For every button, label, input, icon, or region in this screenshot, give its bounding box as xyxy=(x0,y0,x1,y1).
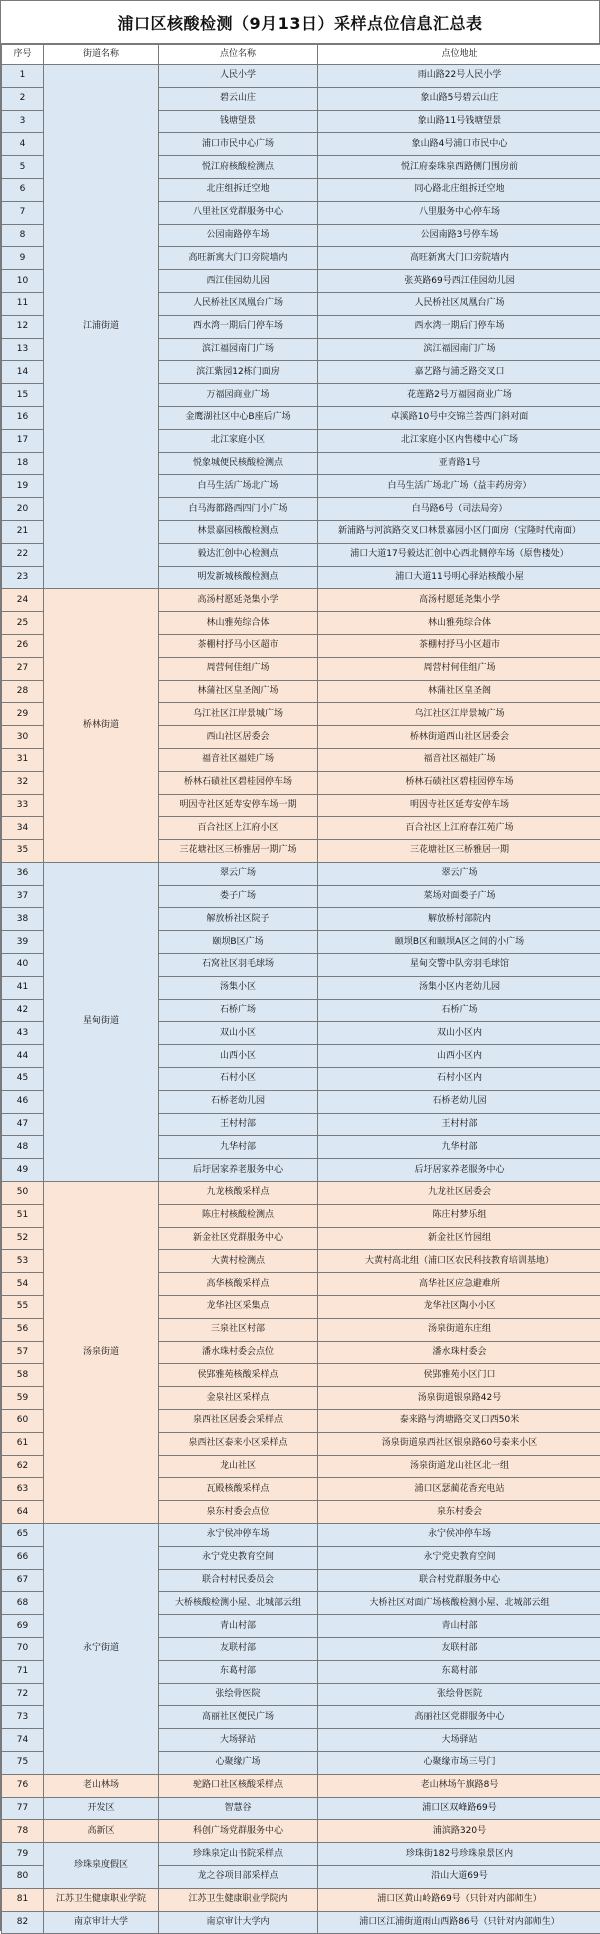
site-name-cell: 友联村部 xyxy=(159,1637,318,1660)
site-address-cell: 汤泉街道泉西社区银泉路60号泰来小区 xyxy=(318,1432,600,1455)
site-name-cell: 陈庄村核酸检测点 xyxy=(159,1204,318,1227)
sampling-sites-table xyxy=(1,44,600,1934)
site-address-cell: 汤泉街道东庄组 xyxy=(318,1318,600,1341)
serial-number-cell: 71 xyxy=(2,1660,44,1683)
serial-number-cell: 82 xyxy=(2,1911,44,1934)
site-name-cell: 林景嘉园核酸检测点 xyxy=(159,520,318,543)
site-address-cell: 象山路4号浦口市民中心 xyxy=(318,133,600,156)
street-name-cell: 老山林场 xyxy=(44,1774,159,1797)
site-name-cell: 滨江紫园12栋门面房 xyxy=(159,361,318,384)
serial-number-cell: 49 xyxy=(2,1159,44,1182)
site-name-cell: 南京审计大学内 xyxy=(159,1911,318,1934)
site-address-cell: 浦口大道11号明心驿站核酸小屋 xyxy=(318,566,600,589)
site-name-cell: 智慧谷 xyxy=(159,1797,318,1820)
site-name-cell: 泉西社区泰来小区采样点 xyxy=(159,1432,318,1455)
site-address-cell: 汤泉街道龙山社区北一组 xyxy=(318,1455,600,1478)
site-name-cell: 科创广场党群服务中心 xyxy=(159,1820,318,1843)
serial-number-cell: 63 xyxy=(2,1478,44,1501)
serial-number-cell: 57 xyxy=(2,1341,44,1364)
site-name-cell: 颐坝B区广场 xyxy=(159,931,318,954)
site-address-cell: 八里服务中心停车场 xyxy=(318,201,600,224)
site-name-cell: 王村村部 xyxy=(159,1113,318,1136)
serial-number-cell: 53 xyxy=(2,1250,44,1273)
table-row xyxy=(2,1182,600,1205)
serial-number-cell: 30 xyxy=(2,726,44,749)
street-name-cell: 江苏卫生健康职业学院 xyxy=(44,1888,159,1911)
table-body xyxy=(2,65,600,1934)
serial-number-cell: 39 xyxy=(2,931,44,954)
serial-number-cell: 29 xyxy=(2,703,44,726)
site-name-cell: 万福园商业广场 xyxy=(159,384,318,407)
site-name-cell: 百合社区上江府小区 xyxy=(159,817,318,840)
serial-number-cell: 54 xyxy=(2,1273,44,1296)
header-serial-number: 序号 xyxy=(2,45,44,65)
site-address-cell: 汤泉街道银泉路42号 xyxy=(318,1387,600,1410)
site-name-cell: 茶棚村抒马小区超市 xyxy=(159,634,318,657)
site-name-cell: 瓦殿核酸采样点 xyxy=(159,1478,318,1501)
site-address-cell: 桥林石碛社区碧桂园停车场 xyxy=(318,771,600,794)
site-address-cell: 滨江福园南门广场 xyxy=(318,338,600,361)
serial-number-cell: 20 xyxy=(2,498,44,521)
site-name-cell: 大黄村检测点 xyxy=(159,1250,318,1273)
serial-number-cell: 45 xyxy=(2,1068,44,1091)
site-address-cell: 大黄村高北组（浦口区农民科技教育培训基地） xyxy=(318,1250,600,1273)
site-name-cell: 人民桥社区凤凰台广场 xyxy=(159,292,318,315)
serial-number-cell: 4 xyxy=(2,133,44,156)
serial-number-cell: 60 xyxy=(2,1410,44,1433)
site-name-cell: 高旺新寓大门口旁院墙内 xyxy=(159,247,318,270)
site-address-cell: 山西小区内 xyxy=(318,1045,600,1068)
serial-number-cell: 59 xyxy=(2,1387,44,1410)
site-address-cell: 龙华社区陶小小区 xyxy=(318,1296,600,1319)
serial-number-cell: 12 xyxy=(2,315,44,338)
site-address-cell: 西水湾一期后门停车场 xyxy=(318,315,600,338)
serial-number-cell: 69 xyxy=(2,1615,44,1638)
serial-number-cell: 22 xyxy=(2,543,44,566)
site-address-cell: 联合村党群服务中心 xyxy=(318,1569,600,1592)
serial-number-cell: 7 xyxy=(2,201,44,224)
site-address-cell: 浦口区瑟蔺花香充电站 xyxy=(318,1478,600,1501)
site-address-cell: 三花塘社区三桥雅居一期 xyxy=(318,840,600,863)
serial-number-cell: 21 xyxy=(2,520,44,543)
site-name-cell: 解放桥社区院子 xyxy=(159,908,318,931)
site-address-cell: 雨山路22号人民小学 xyxy=(318,65,600,88)
site-address-cell: 象山路11号钱塘望景 xyxy=(318,110,600,133)
serial-number-cell: 68 xyxy=(2,1592,44,1615)
site-address-cell: 大场驿站 xyxy=(318,1729,600,1752)
serial-number-cell: 14 xyxy=(2,361,44,384)
serial-number-cell: 31 xyxy=(2,748,44,771)
serial-number-cell: 44 xyxy=(2,1045,44,1068)
site-name-cell: 公园南路停车场 xyxy=(159,224,318,247)
site-address-cell: 九龙社区居委会 xyxy=(318,1182,600,1205)
site-address-cell: 永宁侯冲停车场 xyxy=(318,1524,600,1547)
site-address-cell: 亚青路1号 xyxy=(318,452,600,475)
site-address-cell: 明因寺社区延寿安停车场 xyxy=(318,794,600,817)
site-name-cell: 联合村村民委员会 xyxy=(159,1569,318,1592)
site-address-cell: 潘水珠村委会 xyxy=(318,1341,600,1364)
street-name-cell: 江浦街道 xyxy=(44,65,159,589)
serial-number-cell: 48 xyxy=(2,1136,44,1159)
street-name-cell: 星甸街道 xyxy=(44,862,159,1181)
site-name-cell: 林蒲社区皇圣阁广场 xyxy=(159,680,318,703)
serial-number-cell: 32 xyxy=(2,771,44,794)
site-address-cell: 珍珠街182号珍珠泉景区内 xyxy=(318,1843,600,1866)
table-row xyxy=(2,589,600,612)
site-name-cell: 大场驿站 xyxy=(159,1729,318,1752)
serial-number-cell: 72 xyxy=(2,1683,44,1706)
serial-number-cell: 80 xyxy=(2,1865,44,1888)
site-name-cell: 西江佳园幼儿园 xyxy=(159,270,318,293)
serial-number-cell: 66 xyxy=(2,1546,44,1569)
site-name-cell: 龙华社区采集点 xyxy=(159,1296,318,1319)
serial-number-cell: 61 xyxy=(2,1432,44,1455)
serial-number-cell: 34 xyxy=(2,817,44,840)
serial-number-cell: 35 xyxy=(2,840,44,863)
site-name-cell: 泉东村委会点位 xyxy=(159,1501,318,1524)
serial-number-cell: 56 xyxy=(2,1318,44,1341)
serial-number-cell: 52 xyxy=(2,1227,44,1250)
site-address-cell: 陈庄村梦乐组 xyxy=(318,1204,600,1227)
serial-number-cell: 18 xyxy=(2,452,44,475)
street-name-cell: 珍珠泉度假区 xyxy=(44,1843,159,1889)
serial-number-cell: 50 xyxy=(2,1182,44,1205)
table-row xyxy=(2,1524,600,1547)
serial-number-cell: 79 xyxy=(2,1843,44,1866)
serial-number-cell: 10 xyxy=(2,270,44,293)
street-name-cell: 南京审计大学 xyxy=(44,1911,159,1934)
serial-number-cell: 65 xyxy=(2,1524,44,1547)
site-name-cell: 高丽社区便民广场 xyxy=(159,1706,318,1729)
serial-number-cell: 81 xyxy=(2,1888,44,1911)
site-address-cell: 永宁党史教育空间 xyxy=(318,1546,600,1569)
table-row xyxy=(2,1888,600,1911)
site-address-cell: 浦口区双峰路69号 xyxy=(318,1797,600,1820)
site-address-cell: 解放桥村部院内 xyxy=(318,908,600,931)
serial-number-cell: 5 xyxy=(2,156,44,179)
site-address-cell: 石村小区内 xyxy=(318,1068,600,1091)
site-address-cell: 汤集小区内老幼儿园 xyxy=(318,976,600,999)
site-name-cell: 泉西社区居委会采样点 xyxy=(159,1410,318,1433)
site-address-cell: 北江家庭小区内售楼中心广场 xyxy=(318,429,600,452)
site-address-cell: 张英路69号西江佳园幼儿园 xyxy=(318,270,600,293)
site-name-cell: 江苏卫生健康职业学院内 xyxy=(159,1888,318,1911)
serial-number-cell: 17 xyxy=(2,429,44,452)
site-address-cell: 悦江府泰珠泉西路侧门围房前 xyxy=(318,156,600,179)
site-name-cell: 白马海都路西四门小广场 xyxy=(159,498,318,521)
site-name-cell: 林山雅苑综合体 xyxy=(159,612,318,635)
site-address-cell: 新浦路与河滨路交叉口林景嘉园小区门面房（宝隆时代南面） xyxy=(318,520,600,543)
site-address-cell: 新金社区竹园组 xyxy=(318,1227,600,1250)
site-name-cell: 白马生活广场北广场 xyxy=(159,475,318,498)
serial-number-cell: 2 xyxy=(2,87,44,110)
site-name-cell: 永宁党史教育空间 xyxy=(159,1546,318,1569)
site-address-cell: 高旺新寓大门口旁院墙内 xyxy=(318,247,600,270)
site-address-cell: 同心路北庄组拆迁空地 xyxy=(318,178,600,201)
site-address-cell: 泰来路与湾塘路交叉口西50米 xyxy=(318,1410,600,1433)
serial-number-cell: 75 xyxy=(2,1751,44,1774)
serial-number-cell: 47 xyxy=(2,1113,44,1136)
header-street-name: 街道名称 xyxy=(44,45,159,65)
street-name-cell: 永宁街道 xyxy=(44,1524,159,1775)
site-name-cell: 张绘骨医院 xyxy=(159,1683,318,1706)
serial-number-cell: 33 xyxy=(2,794,44,817)
site-name-cell: 心聚缘广场 xyxy=(159,1751,318,1774)
site-name-cell: 驼路口社区核酸采样点 xyxy=(159,1774,318,1797)
site-address-cell: 东葛村部 xyxy=(318,1660,600,1683)
serial-number-cell: 40 xyxy=(2,954,44,977)
site-address-cell: 王村村部 xyxy=(318,1113,600,1136)
table-row xyxy=(2,1797,600,1820)
site-address-cell: 乌江社区江岸景城广场 xyxy=(318,703,600,726)
site-address-cell: 九华村部 xyxy=(318,1136,600,1159)
serial-number-cell: 41 xyxy=(2,976,44,999)
site-address-cell: 泉东村委会 xyxy=(318,1501,600,1524)
site-name-cell: 石桥广场 xyxy=(159,999,318,1022)
serial-number-cell: 51 xyxy=(2,1204,44,1227)
site-name-cell: 碧云山庄 xyxy=(159,87,318,110)
site-address-cell: 友联村部 xyxy=(318,1637,600,1660)
serial-number-cell: 28 xyxy=(2,680,44,703)
site-name-cell: 青山村部 xyxy=(159,1615,318,1638)
site-address-cell: 卓溪路10号中交锦兰荟西门斜对面 xyxy=(318,406,600,429)
site-address-cell: 石桥广场 xyxy=(318,999,600,1022)
site-address-cell: 浦口区江浦街道雨山西路86号（只针对内部师生） xyxy=(318,1911,600,1934)
serial-number-cell: 74 xyxy=(2,1729,44,1752)
serial-number-cell: 27 xyxy=(2,657,44,680)
site-name-cell: 永宁侯冲停车场 xyxy=(159,1524,318,1547)
street-name-cell: 桥林街道 xyxy=(44,589,159,863)
header-row xyxy=(2,45,600,65)
street-name-cell: 汤泉街道 xyxy=(44,1182,159,1524)
site-address-cell: 象山路5号碧云山庄 xyxy=(318,87,600,110)
site-name-cell: 西水湾一期后门停车场 xyxy=(159,315,318,338)
serial-number-cell: 6 xyxy=(2,178,44,201)
site-address-cell: 青山村部 xyxy=(318,1615,600,1638)
site-name-cell: 金泉社区采样点 xyxy=(159,1387,318,1410)
site-name-cell: 悦江府核酸检测点 xyxy=(159,156,318,179)
site-name-cell: 后圩居家养老服务中心 xyxy=(159,1159,318,1182)
serial-number-cell: 13 xyxy=(2,338,44,361)
site-address-cell: 林山雅苑综合体 xyxy=(318,612,600,635)
site-address-cell: 茶棚村抒马小区超市 xyxy=(318,634,600,657)
serial-number-cell: 38 xyxy=(2,908,44,931)
site-name-cell: 东葛村部 xyxy=(159,1660,318,1683)
serial-number-cell: 3 xyxy=(2,110,44,133)
table-row xyxy=(2,65,600,88)
site-name-cell: 潘水珠村委会点位 xyxy=(159,1341,318,1364)
site-address-cell: 浦滨路320号 xyxy=(318,1820,600,1843)
serial-number-cell: 15 xyxy=(2,384,44,407)
site-name-cell: 三花塘社区三桥雅居一期广场 xyxy=(159,840,318,863)
site-name-cell: 山西小区 xyxy=(159,1045,318,1068)
serial-number-cell: 55 xyxy=(2,1296,44,1319)
site-name-cell: 侯郢雅苑核酸采样点 xyxy=(159,1364,318,1387)
site-name-cell: 翠云广场 xyxy=(159,862,318,885)
site-name-cell: 毅达汇创中心检测点 xyxy=(159,543,318,566)
serial-number-cell: 42 xyxy=(2,999,44,1022)
site-name-cell: 大桥核酸检测小屋、北城部云组 xyxy=(159,1592,318,1615)
site-address-cell: 双山小区内 xyxy=(318,1022,600,1045)
table-row xyxy=(2,862,600,885)
serial-number-cell: 1 xyxy=(2,65,44,88)
site-name-cell: 明因寺社区延寿安停车场一期 xyxy=(159,794,318,817)
site-name-cell: 北庄组拆迁空地 xyxy=(159,178,318,201)
site-name-cell: 石桥老幼儿园 xyxy=(159,1090,318,1113)
site-name-cell: 石窝社区羽毛球场 xyxy=(159,954,318,977)
site-name-cell: 九龙核酸采样点 xyxy=(159,1182,318,1205)
serial-number-cell: 23 xyxy=(2,566,44,589)
site-address-cell: 百合社区上江府春江苑广场 xyxy=(318,817,600,840)
serial-number-cell: 9 xyxy=(2,247,44,270)
table-row xyxy=(2,1774,600,1797)
site-address-cell: 桥林街道西山社区居委会 xyxy=(318,726,600,749)
site-address-cell: 高丽社区党群服务中心 xyxy=(318,1706,600,1729)
serial-number-cell: 11 xyxy=(2,292,44,315)
serial-number-cell: 16 xyxy=(2,406,44,429)
site-address-cell: 浦口大道17号毅达汇创中心西北侧停车场（原售楼处） xyxy=(318,543,600,566)
site-address-cell: 后圩居家养老服务中心 xyxy=(318,1159,600,1182)
serial-number-cell: 25 xyxy=(2,612,44,635)
site-address-cell: 公园南路3号停车场 xyxy=(318,224,600,247)
site-address-cell: 张绘骨医院 xyxy=(318,1683,600,1706)
site-name-cell: 新金社区党群服务中心 xyxy=(159,1227,318,1250)
site-address-cell: 高华社区应急避难所 xyxy=(318,1273,600,1296)
serial-number-cell: 19 xyxy=(2,475,44,498)
street-name-cell: 开发区 xyxy=(44,1797,159,1820)
site-address-cell: 侯郢雅苑小区门口 xyxy=(318,1364,600,1387)
table-row xyxy=(2,1843,600,1866)
site-name-cell: 浦口市民中心广场 xyxy=(159,133,318,156)
site-name-cell: 珍珠泉定山书院采样点 xyxy=(159,1843,318,1866)
serial-number-cell: 36 xyxy=(2,862,44,885)
site-name-cell: 周营何佳组广场 xyxy=(159,657,318,680)
serial-number-cell: 78 xyxy=(2,1820,44,1843)
site-name-cell: 乌江社区江岸景城广场 xyxy=(159,703,318,726)
serial-number-cell: 76 xyxy=(2,1774,44,1797)
header-site-address: 点位地址 xyxy=(318,45,600,65)
site-address-cell: 石桥老幼儿园 xyxy=(318,1090,600,1113)
site-address-cell: 白马生活广场北广场（益丰药房旁） xyxy=(318,475,600,498)
site-name-cell: 福音社区福娃广场 xyxy=(159,748,318,771)
site-name-cell: 龙之谷项目部采样点 xyxy=(159,1865,318,1888)
serial-number-cell: 8 xyxy=(2,224,44,247)
site-address-cell: 嘉艺路与浦乏路交叉口 xyxy=(318,361,600,384)
site-name-cell: 桥林石碛社区碧桂园停车场 xyxy=(159,771,318,794)
site-address-cell: 浦口区黄山岭路69号（只针对内部师生） xyxy=(318,1888,600,1911)
serial-number-cell: 70 xyxy=(2,1637,44,1660)
site-name-cell: 九华村部 xyxy=(159,1136,318,1159)
site-address-cell: 人民桥社区凤凰台广场 xyxy=(318,292,600,315)
site-name-cell: 悦象城便民核酸检测点 xyxy=(159,452,318,475)
site-name-cell: 西山社区居委会 xyxy=(159,726,318,749)
site-name-cell: 娄子广场 xyxy=(159,885,318,908)
street-name-cell: 高新区 xyxy=(44,1820,159,1843)
serial-number-cell: 64 xyxy=(2,1501,44,1524)
site-name-cell: 金鹰湖社区中心B座后广场 xyxy=(159,406,318,429)
serial-number-cell: 24 xyxy=(2,589,44,612)
serial-number-cell: 73 xyxy=(2,1706,44,1729)
site-name-cell: 高汤村愿延尧集小学 xyxy=(159,589,318,612)
site-name-cell: 钱塘望景 xyxy=(159,110,318,133)
site-name-cell: 汤集小区 xyxy=(159,976,318,999)
site-address-cell: 沿山大道69号 xyxy=(318,1865,600,1888)
serial-number-cell: 67 xyxy=(2,1569,44,1592)
header-site-name: 点位名称 xyxy=(159,45,318,65)
site-address-cell: 周营村何佳组广场 xyxy=(318,657,600,680)
site-address-cell: 星甸交警中队旁羽毛球馆 xyxy=(318,954,600,977)
table-row xyxy=(2,1911,600,1934)
site-address-cell: 翠云广场 xyxy=(318,862,600,885)
serial-number-cell: 37 xyxy=(2,885,44,908)
site-name-cell: 滨江福园南门广场 xyxy=(159,338,318,361)
site-name-cell: 双山小区 xyxy=(159,1022,318,1045)
site-address-cell: 菜场对面娄子广场 xyxy=(318,885,600,908)
site-address-cell: 林蒲社区皇圣阁 xyxy=(318,680,600,703)
serial-number-cell: 46 xyxy=(2,1090,44,1113)
serial-number-cell: 58 xyxy=(2,1364,44,1387)
site-name-cell: 龙山社区 xyxy=(159,1455,318,1478)
site-address-cell: 老山林场午旗路8号 xyxy=(318,1774,600,1797)
site-name-cell: 石村小区 xyxy=(159,1068,318,1091)
serial-number-cell: 62 xyxy=(2,1455,44,1478)
site-address-cell: 花莲路2号万福园商业广场 xyxy=(318,384,600,407)
site-address-cell: 颐坝B区和颐坝A区之间的小广场 xyxy=(318,931,600,954)
site-address-cell: 福音社区福娃广场 xyxy=(318,748,600,771)
site-address-cell: 高汤村愿延尧集小学 xyxy=(318,589,600,612)
site-name-cell: 三泉社区村部 xyxy=(159,1318,318,1341)
site-address-cell: 大桥社区对面广场核酸检测小屋、北城部云组 xyxy=(318,1592,600,1615)
site-address-cell: 白马路6号（司法局旁） xyxy=(318,498,600,521)
serial-number-cell: 26 xyxy=(2,634,44,657)
site-name-cell: 高华核酸采样点 xyxy=(159,1273,318,1296)
page-title: 浦口区核酸检测（9月13日）采样点位信息汇总表 xyxy=(1,1,599,44)
table-row xyxy=(2,1820,600,1843)
serial-number-cell: 77 xyxy=(2,1797,44,1820)
site-name-cell: 北江家庭小区 xyxy=(159,429,318,452)
site-name-cell: 明发新城核酸检测点 xyxy=(159,566,318,589)
site-name-cell: 八里社区党群服务中心 xyxy=(159,201,318,224)
site-name-cell: 人民小学 xyxy=(159,65,318,88)
site-address-cell: 心聚缘市场三号门 xyxy=(318,1751,600,1774)
serial-number-cell: 43 xyxy=(2,1022,44,1045)
